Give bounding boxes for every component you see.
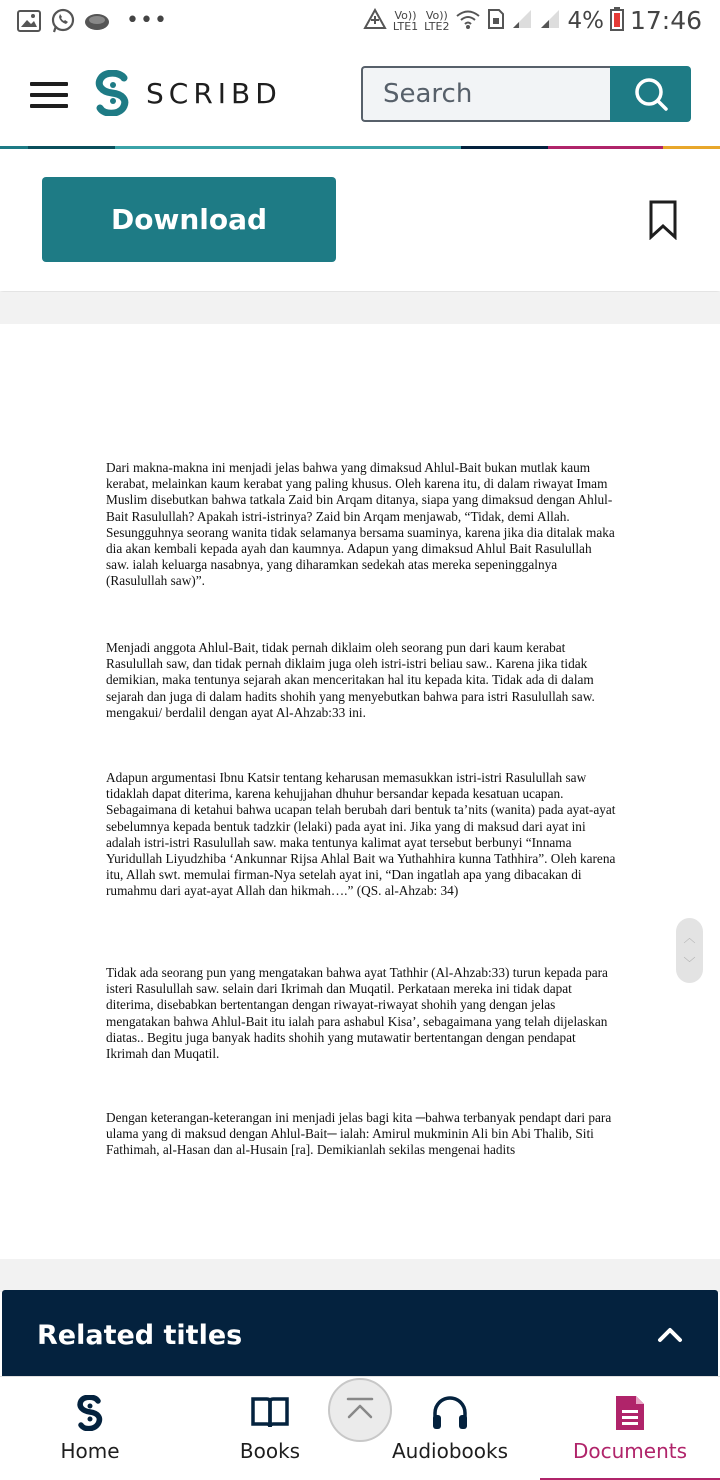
status-bar-right: [363, 6, 702, 35]
data-saver-icon: [363, 8, 387, 34]
paragraph: Adapun argumentasi Ibnu Katsir tentang keharusan memasukkan istri-istri Rasulullah saw tidaklah dapat diterima, karena kehujjahan dhuhur bersandar kepada kesatuan ucapan. Sebagaimana di ketahui bahwa ucapan telah berubah dari bentuk ta’nits (wanita) pada ayat-ayat sebelumnya kepada bentuk tadzkir (lelaki) pada ayat ini. Jika yang di maksud dari ayat ini adalah istri-istri Rasulullah saw. maka tentunya kalimat ayat tersebut berbunyi “Innama Yuridullah Liyudzhiba ‘Ankunnar Rijsa Ahlal Bait wa Yuthahhira kunna Tathhira”. Oleh karena itu, Allah swt. memulai firman-Nya setelah ayat ini, “Dan ingatlah apa yang dibacakan di rumahmu dari ayat-ayat Allah dan hikmah….” (QS. al-Ahzab: 34): [106, 770, 616, 899]
cloud-icon: [84, 8, 110, 34]
search-bar: [361, 66, 691, 122]
volte-sim1: Vo)) LTE1: [392, 8, 419, 33]
bookmark-icon[interactable]: [648, 200, 678, 240]
menu-icon[interactable]: [30, 82, 68, 108]
status-bar: [0, 0, 720, 44]
double-chevron-up-icon: [345, 1397, 375, 1423]
volte-sim2: Vo)) LTE2: [424, 8, 450, 33]
scroll-up-icon[interactable]: ︿: [683, 931, 696, 946]
related-titles-heading: Related titles: [37, 1320, 243, 1351]
gallery-icon: [16, 8, 42, 34]
search-icon: [633, 76, 669, 112]
whatsapp-icon: [50, 8, 76, 34]
document-viewer[interactable]: [0, 292, 720, 1292]
headphones-icon: [430, 1395, 470, 1431]
sim-card-icon: [487, 8, 505, 34]
document-icon: [613, 1393, 647, 1433]
battery-percent: 4%: [567, 7, 604, 34]
paragraph: Dengan keterangan-keterangan ini menjadi jelas bagi kita ─bahwa terbanyak pendapt dari para ulama yang di maksud dengan Ahlul-Bait─ ialah: Amirul mukminin Ali bin Abi Thalib, Siti Fathimah, al-Hasan dan al-Husain [ra]. Demikianlah sekilas mengenai hadits: [106, 1110, 612, 1158]
nav-audiobooks-label: Audiobooks: [391, 1439, 508, 1463]
clock: 17:46: [629, 6, 702, 35]
battery-low-icon: [610, 7, 624, 35]
signal-sim2-icon: [539, 8, 561, 34]
page-scroll-control: [676, 918, 703, 983]
paragraph: Tidak ada seorang pun yang mengatakan bahwa ayat Tathhir (Al-Ahzab:33) turun kepada para isteri Rasulullah saw. selain dari Ikrimah dan Muqatil. Perkataan mereka ini tidak dapat diterima, disebabkan bertentangan dengan riwayat-riwayat shohih yang dengan jelas mengatakan bahwa Ahlul-Bait itu ialah para ashabul Kisa’, sebagaimana yang telah dijelaskan diatas.. Begitu juga banyak hadits shohih yang mutawatir bertentangan dengan pendapat Ikrimah dan Muqatil.: [106, 965, 608, 1062]
book-icon: [250, 1396, 290, 1430]
scroll-down-icon[interactable]: ﹀: [683, 955, 696, 970]
paragraph: Menjadi anggota Ahlul-Bait, tidak pernah diklaim oleh seorang pun dari kaum kerabat Rasulullah saw, dan tidak pernah diklaim juga oleh istri-istri beliau saw.. Karena jika tidak demikian, maka tentunya sejarah akan menceritakan hal itu kepada kita. Tidak ada di dalam sejarah dan juga di dalam hadits shohih yang menyebutkan bahwa para istri Rasulullah saw. mengakui/ berdalil dengan ayat Al-Ahzab:33 ini.: [106, 640, 595, 720]
scroll-to-top-button[interactable]: [328, 1378, 392, 1442]
status-bar-left: [16, 8, 168, 34]
scribd-logo[interactable]: [94, 70, 282, 116]
scribd-home-icon: [76, 1395, 104, 1431]
document-action-bar: [0, 149, 720, 291]
wifi-icon: [455, 8, 481, 34]
search-input[interactable]: [361, 66, 610, 122]
document-page: [0, 324, 720, 1259]
app-header: [0, 44, 720, 148]
nav-home-label: Home: [60, 1439, 120, 1463]
nav-documents[interactable]: [540, 1377, 720, 1480]
scribd-logo-icon: [94, 70, 132, 116]
more-dots-icon: •••: [126, 8, 168, 33]
download-button[interactable]: Download: [42, 177, 336, 262]
nav-books-label: Books: [239, 1439, 301, 1463]
nav-documents-label: Documents: [572, 1439, 688, 1463]
related-titles-panel[interactable]: [2, 1290, 718, 1376]
chevron-up-icon[interactable]: [656, 1324, 684, 1346]
signal-sim1-icon: [511, 8, 533, 34]
search-button[interactable]: [610, 66, 691, 122]
paragraph: Dari makna-makna ini menjadi jelas bahwa yang dimaksud Ahlul-Bait bukan mutlak kaum kerabat, melainkan kaum kerabat yang paling khusus. Oleh karena itu, di dalam riwayat Imam Muslim disebutkan bahwa tatkala Zaid bin Arqam ditanya, siapa yang dimaksud dengan Ahlul-Bait Rasulullah? Apakah istri-istrinya? Zaid bin Arqam menjawab, “Tidak, demi Allah. Sesungguhnya seorang wanita tidak selamanya bersama suaminya, karena jika dia ditalak maka dia akan kembali kepada ayah dan kaumnya. Adapun yang dimaksud Ahlul Bait Rasulullah saw. ialah keluarga nasabnya, yang diharamkan sedekah atas mereka sepeninggalnya (Rasulullah saw)”.: [106, 460, 615, 589]
logo-text: SCRIBD: [146, 76, 282, 110]
nav-home[interactable]: [0, 1377, 180, 1480]
